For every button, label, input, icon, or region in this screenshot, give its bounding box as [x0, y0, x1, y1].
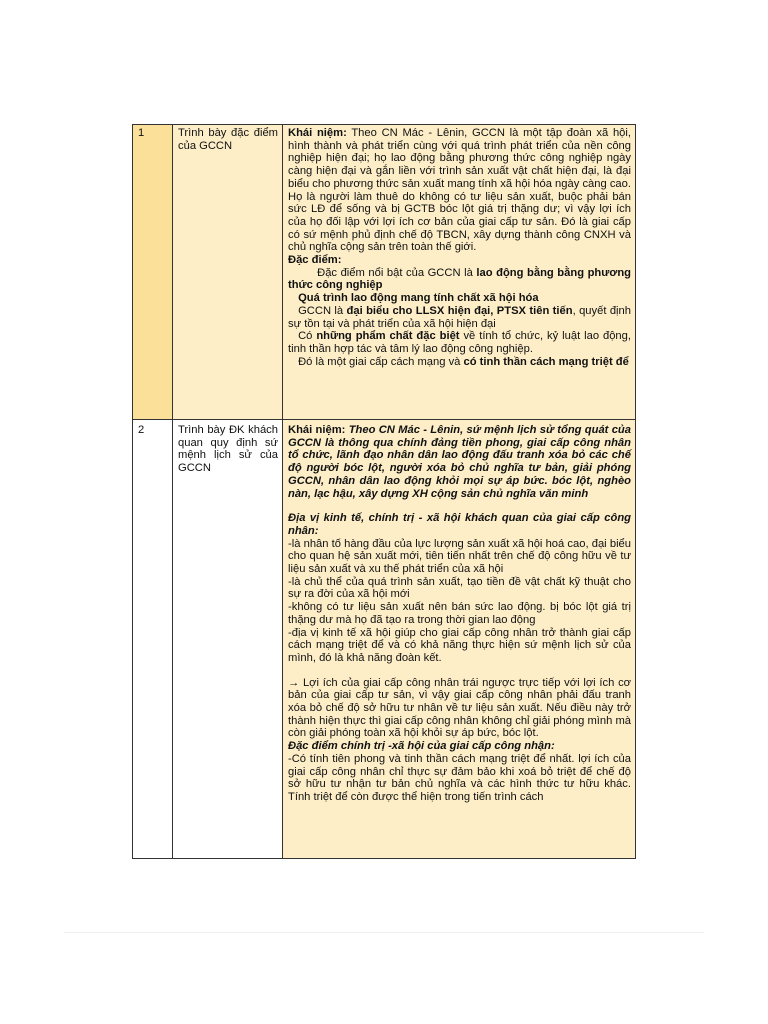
feature-2: Quá trình lao động mang tính chất xã hội hóa [298, 292, 539, 305]
feature-1 [288, 267, 631, 292]
conclusion-paragraph: → Lợi ích của giai cấp công nhân trái ngược trực tiếp với lợi ích cơ bản của giai cấp tư sản, vì vậy giai cấp công nhân phải đấu tranh xóa bỏ chế độ sở hữu tư nhân về tư liệu sản xuất. Nếu điều này trở thành hiện thực thì giai cấp công nhân không chỉ giải phóng mình mà còn giải phóng toàn xã hội khỏi sự áp bức, bóc lột. [288, 676, 631, 740]
row-number: 2 [133, 420, 173, 859]
definition-text: Theo CN Mác - Lênin, GCCN là một tập đoàn xã hội, hình thành và phát triển cùng với quá trình phát triển của nền công nghiệp hiện đại; họ lao động bằng phương thức công nghiệp ngày càng hiện đại và gắn liền với trình sản xuất vật chất hiện đại, là đại biểu cho phương thức sản xuất mang tính xã hội hóa ngày càng cao. Họ là người làm thuê do không có tư liệu sản xuất, buộc phải bán sức LĐ để sống và bị GCTB bóc lột giá trị thặng dư; vì vậy lợi ích của họ đối lập với lợi ích cơ bản của giai cấp tư sản. Đó là giai cấp có sứ mệnh phủ định chế độ TBCN, xây dựng thành công CNXH và chủ nghĩa cộng sản trên toàn thế giới. [288, 127, 631, 254]
feature-1-text: Đặc điểm nổi bật của GCCN là [317, 266, 477, 279]
feature-5-bold: có tinh thần cách mạng triệt để [463, 355, 629, 368]
list-item: -là nhân tố hàng đầu của lực lượng sản xuất xã hội hoá cao, đại biểu cho quan hệ sản xuất mới, tiên tiến nhất trên chế độ công hữu về tư liệu sản xuất và xu thế phát triển của xã hội [288, 537, 631, 576]
feature-3 [288, 305, 631, 330]
content-table [132, 124, 636, 859]
row-topic: Trình bày ĐK khách quan quy định sứ mệnh lịch sử của GCCN [173, 420, 283, 859]
feature-5 [288, 356, 631, 369]
table-row [133, 420, 636, 859]
table-row [133, 125, 636, 420]
section-heading: Đặc điểm chính trị -xã hội của giai cấp công nhận: [288, 740, 555, 753]
list-item: -là chủ thể của quá trình sản xuất, tạo tiền đề vật chất kỹ thuật cho sự ra đời của xã hội mới [288, 575, 631, 601]
row-content [283, 420, 636, 859]
feature-4 [288, 330, 631, 355]
definition-text: Theo CN Mác - Lênin, sứ mệnh lịch sử tổng quát của GCCN là thông qua chính đảng tiền phong, giai cấp công nhân tổ chức, lãnh đạo nhân dân lao động đấu tranh xóa bỏ các chế độ người bóc lột, người xóa bỏ chủ nghĩa tư bản, giải phóng GCCN, nhân dân lao động khỏi mọi sự áp bức. bóc lột, nghèo nàn, lạc hậu, xây dựng XH cộng sản chủ nghĩa văn minh [288, 424, 631, 500]
row-content [283, 125, 636, 420]
row-topic: Trình bày đặc điểm của GCCN [173, 125, 283, 420]
feature-5-a: Đó là một giai cấp cách mạng và [298, 355, 464, 368]
definition-label: Khái niệm: [288, 127, 347, 139]
list-item: -Có tính tiên phong và tinh thần cách mạng triệt để nhất. lợi ích của giai cấp công nhân chỉ thực sự đảm bảo khi xoá bỏ triệt để chế độ sở hữu tư nhận tư bản chủ nghĩa và các hình thức tư hữu khác. Tính triệt để còn được thể hiện trong tiến trình cách [288, 752, 631, 803]
definition-paragraph [288, 424, 631, 500]
definition-label: Khái niệm: [288, 424, 346, 436]
features-heading: Đặc điểm: [288, 254, 342, 267]
feature-4-c: về tính tổ chức, kỷ luật lao động, tinh thần hợp tác và tâm lý lao động công nghiệp. [288, 330, 631, 355]
definition-paragraph [288, 127, 631, 254]
section-heading: Địa vị kinh tế, chính trị - xã hội khách quan của giai cấp công nhân: [288, 512, 631, 537]
feature-1-bold: lao động bằng bằng phương thức công nghiệp [288, 266, 631, 292]
list-item: -không có tư liệu sản xuất nên bán sức lao động. bị bóc lột giá trị thặng dư mà họ đã tạo ra trong thời gian lao động [288, 601, 631, 626]
row-number: 1 [133, 125, 173, 420]
feature-3-bold: đại biểu cho LLSX hiện đại, PTSX tiên tiến [346, 304, 573, 317]
feature-4-bold: những phẩm chất đặc biệt [316, 330, 460, 343]
feature-3-a: GCCN là [298, 304, 347, 317]
feature-4-a: Có [298, 330, 317, 343]
feature-3-c: , quyết định sự tồn tại và phát triển của xã hội hiện đại [288, 304, 631, 330]
list-item: -địa vị kinh tế xã hội giúp cho giai cấp công nhân trở thành giai cấp cách mạng triệt để và có khả năng thực hiện sứ mệnh lịch sử của mình, đó là khả năng đoàn kết. [288, 626, 631, 664]
page-divider [64, 932, 704, 933]
